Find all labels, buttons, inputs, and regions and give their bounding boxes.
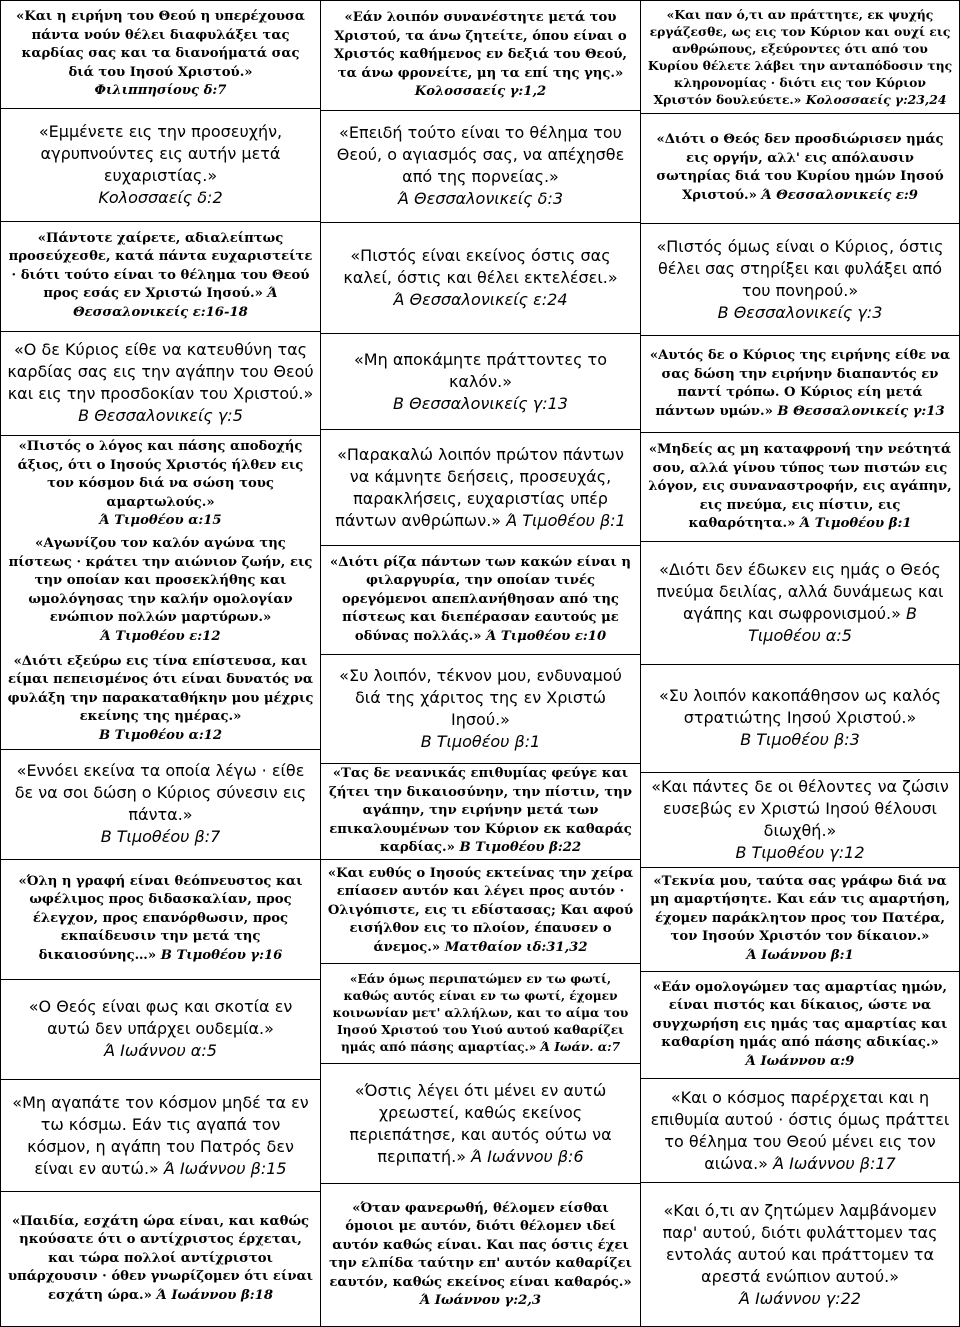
verse-text: «Τας δε νεανικάς επιθυμίας φεύγε και ζήτει την δικαιοσύνην, την πίστιν, την αγάπην, την ειρήνην μετά των επικαλουμένων τον Κύριον εκ καθαράς καρδίας.» (329, 766, 632, 855)
verse-text: «Παιδία, εσχάτη ώρα είναι, και καθώς ηκούσατε ότι ο αντίχριστος έρχεται, και τώρα πολλοί αντίχριστοι υπάρχουσιν · όθεν γνωρίζομεν ότι είναι εσχάτη ώρα.» (7, 1213, 314, 1303)
verse-reference: Β Τιμοθέου β:22 (459, 840, 582, 855)
verse-cell (321, 334, 640, 430)
verse-paragraph (327, 349, 634, 415)
verse-cell (1, 980, 320, 1081)
verse-reference: Β Θεσσαλονικείς γ:13 (777, 403, 945, 419)
verse-paragraph (647, 236, 953, 324)
verse-text: «Εάν ομολογώμεν τας αμαρτίας ημών, είναι πιστός και δίκαιος, ώστε να συγχωρήση εις ημάς τας αμαρτίας και καθαρίση ημάς από πάσης αδικίας.» (652, 979, 948, 1051)
verse-paragraph (647, 559, 953, 647)
verse-cell (1, 222, 320, 332)
verse-paragraph (327, 665, 634, 753)
verse-paragraph (327, 122, 634, 210)
verse-reference: Ά Ιωάννου α:9 (745, 1053, 855, 1069)
verse-paragraph (7, 8, 314, 101)
verse-text: «Πάντοτε χαίρετε, αδιαλείπτως προσεύχεσθε, κατά πάντα ευχαριστείτε · διότι τούτο είναι το θέλημα του Θεού προς εσάς εν Χριστώ Ιησού.» (8, 230, 313, 302)
verse-text: «Διότι δεν έδωκεν εις ημάς ο Θεός πνεύμα δειλίας, αλλά δυνάμεως και αγάπης και σωφρονισμού.» (656, 560, 944, 624)
verse-text: «Διότι ο Θεός δεν προσδιώρισεν ημάς εις οργήν, αλλ' εις απόλαυσιν σωτηρίας διά του Κυρίου ημών Ιησού Χριστού.» (656, 132, 944, 203)
verse-paragraph (647, 979, 953, 1072)
verse-text: «Εάν λοιπόν συνανέστητε μετά του Χριστού, τα άνω ζητείτε, όπου είναι ο Χριστός καθήμενος εν δεξιά του Θεού, τα άνω φρονείτε, μη τα επί της γης.» (333, 10, 627, 81)
verse-reference: Ά Ιωάννου β:6 (471, 1146, 584, 1166)
verse-text: «Διότι ρίζα πάντων των κακών είναι η φιλαργυρία, την οποίαν τινές ορεγόμενοι απεπλανήθησαν από της πίστεως και διεπέρασαν εαυτούς με οδύνας πολλάς.» (330, 554, 631, 644)
verse-paragraph (647, 347, 953, 421)
verse-cell (321, 860, 640, 964)
verse-reference: Β Τιμοθέου α:5 (748, 604, 917, 646)
verse-cell (321, 964, 640, 1065)
verse-column-2 (320, 0, 640, 1327)
verse-cell (1, 109, 320, 222)
verse-reference: Ματθαίον ιδ:31,32 (444, 939, 588, 955)
verse-cell (641, 972, 959, 1080)
verse-paragraph (7, 230, 314, 323)
verse-reference: Ά Ιωάννου α:5 (104, 1041, 217, 1061)
verse-paragraph (647, 1087, 953, 1175)
verse-text: «Τεκνία μου, ταύτα σας γράφω διά να μη αμαρτήσητε. Και εάν τις αμαρτήση, έχομεν παράκλητον προς τον Πατέρα, τον Ιησούν Χριστόν τον δίκαιον.» (650, 873, 950, 945)
verse-paragraph (647, 1200, 953, 1310)
verse-reference: Β Τιμοθέου β:3 (740, 730, 860, 750)
verse-reference: Ά Θεσσαλονικείς ε:9 (761, 187, 918, 203)
verse-cell (321, 546, 640, 655)
verse-cell (1, 1192, 320, 1326)
verse-reference: Ά Θεσσαλονικείς δ:3 (397, 189, 564, 209)
verse-cell (641, 1183, 959, 1326)
verse-paragraph (7, 996, 314, 1062)
verse-paragraph (7, 653, 314, 746)
verse-text: «Όλη η γραφή είναι θεόπνευστος και ωφέλιμος προς διδασκαλίαν, προς έλεγχον, προς επανόρθωσιν, προς εκπαίδευσιν την μετά της δικαιοσύνης…» (18, 873, 303, 963)
verse-paragraph (647, 685, 953, 751)
verse-text: «Και παν ό,τι αν πράττητε, εκ ψυχής εργάζεσθε, ως εις τον Κύριον και ουχί εις ανθρώπους, εξεύροντες ότι από του Κυρίου θέλετε λάβει την ανταπόδοσιν της κληρονομίας · διότι εις τον Κύριον Χριστόν δουλεύετε.» (647, 6, 953, 107)
verse-cell (641, 773, 959, 868)
verse-reference: Β Θεσσαλονικείς γ:3 (717, 302, 883, 322)
verse-paragraph (647, 131, 953, 205)
verse-paragraph (647, 873, 953, 966)
verse-text: «Μη αποκάμητε πράττοντες το καλόν.» (354, 349, 607, 391)
verse-cell (321, 430, 640, 546)
verse-paragraph (7, 121, 314, 209)
verse-text: «Όταν φανερωθή, θέλομεν είσθαι όμοιοι με αυτόν, διότι θέλομεν ιδεί αυτόν καθώς είναι. Και πας όστις έχει την ελπίδα ταύτην επ' αυτόν καθαρίζει εαυτόν, καθώς εκείνος είναι καθαρός.» (329, 1200, 632, 1290)
verse-reference: Β Θεσσαλονικείς γ:13 (393, 393, 568, 413)
verse-cell (641, 665, 959, 773)
verse-paragraph (647, 441, 953, 534)
verse-cell (1, 436, 320, 532)
verse-column-1 (0, 0, 320, 1327)
verse-reference: Ά Τιμοθέου β:1 (506, 510, 626, 530)
verse-reference: Ά Τιμοθέου ε:12 (100, 628, 221, 644)
verse-text: «Και ευθύς ο Ιησούς εκτείνας την χείρα επίασεν αυτόν και λέγει προς αυτόν · Ολιγόπιστε, εις τι εδίστασας; Και αφού εισήλθον εις το πλοίον, έπαυσεν ο άνεμος.» (327, 865, 634, 955)
verse-cell (641, 1, 959, 114)
verse-cell (641, 224, 959, 337)
verse-reference: Ά Θεσσαλονικείς ε:16-18 (73, 286, 278, 320)
verse-cell (641, 336, 959, 433)
verse-cell (1, 332, 320, 437)
verse-reference: Ά Ιωάννου β:17 (773, 1153, 896, 1173)
verse-text: «Πιστός ο λόγος και πάσης αποδοχής άξιος, ότι ο Ιησούς Χριστός ήλθεν εις τον κόσμον διά να σώση τους αμαρτωλούς.» (17, 439, 304, 510)
verse-reference: Ά Ιωάννου γ:2,3 (419, 1293, 542, 1309)
verse-paragraph (327, 971, 634, 1056)
verse-text: «Ο Θεός είναι φως και σκοτία εν αυτώ δεν υπάρχει ουδεμία.» (28, 997, 293, 1039)
verse-reference: Β Τιμοθέου α:12 (98, 727, 223, 743)
verse-reference: Φιλιππησίους δ:7 (94, 83, 227, 99)
verse-text: «Συ λοιπόν, τέκνον μου, ενδυναμού διά της χάριτος της εν Χριστώ Ιησού.» (339, 665, 622, 729)
verse-text: «Και πάντες δε οι θέλοντες να ζώσιν ευσεβώς εν Χριστώ Ιησού θέλουσι διωχθή.» (651, 776, 949, 840)
verse-cell (321, 1, 640, 111)
verse-reference: Ά Ιωάννου β:1 (746, 947, 854, 963)
verse-text: «Διότι εξεύρω εις τίνα επίστευσα, και είμαι πεπεισμένος ότι είναι δυνατός να φυλάξη την παρακαταθήκην μου μέχρις εκείνης της ημέρας.» (7, 653, 314, 725)
verse-text: «Μη αγαπάτε τον κόσμον μηδέ τα εν τω κόσμω. Εάν τις αγαπά τον κόσμον, η αγάπη του Πατρός δεν είναι εν αυτώ.» (12, 1092, 309, 1178)
verse-cell (321, 1184, 640, 1326)
verse-text: «Συ λοιπόν κακοπάθησον ως καλός στρατιώτης Ιησού Χριστού.» (658, 686, 942, 728)
verse-paragraph (7, 535, 314, 646)
verse-paragraph (7, 873, 314, 966)
verse-reference: Ά Τιμοθέου β:1 (799, 516, 912, 531)
verse-cell (1, 1080, 320, 1192)
verse-reference: Κολοσσαείς γ:23,24 (805, 91, 947, 107)
verse-text: «Εάν όμως περιπατώμεν εν τω φωτί, καθώς αυτός είναι εν τω φωτί, έχομεν κοινωνίαν μετ' αλλήλων, και το αίμα του Ιησού Χριστού του Υιού αυτού καθαρίζει ημάς από πάσης αμαρτίας.» (332, 971, 629, 1055)
verse-cell (641, 433, 959, 542)
verse-cell (1, 750, 320, 860)
verse-reference: Β Τιμοθέου γ:16 (160, 947, 283, 963)
verse-paragraph (7, 760, 314, 848)
verse-cell (1, 649, 320, 750)
verse-paragraph (327, 865, 634, 958)
verse-text: «Εννόει εκείνα τα οποία λέγω · είθε δε να σοι δώση ο Κύριος σύνεσιν εις πάντα.» (14, 761, 307, 825)
verse-cell (1, 1, 320, 109)
verse-cell (321, 111, 640, 223)
verse-reference: Ά Θεσσαλονικείς ε:24 (393, 290, 568, 310)
verse-reference: Ά Ιωάννου γ:22 (739, 1288, 861, 1308)
verse-paragraph (327, 554, 634, 647)
verse-paragraph (647, 6, 953, 108)
verse-text: «Αυτός δε ο Κύριος της ειρήνης είθε να σας δώση την ειρήνην διαπαντός εν παντί τρόπω. Ο Κύριος είη μετά πάντων υμών.» (649, 348, 951, 419)
verse-reference: Β Τιμοθέου γ:12 (735, 842, 865, 862)
verse-text: «Και ο κόσμος παρέρχεται και η επιθυμία αυτού · όστις όμως πράττει το θέλημα του Θεού μένει εις τον αιώνα.» (650, 1087, 950, 1173)
verse-cell (641, 1079, 959, 1183)
verse-cell (321, 1064, 640, 1184)
verse-paragraph (327, 1200, 634, 1311)
verse-text: «Και ό,τι αν ζητώμεν λαμβάνομεν παρ' αυτού, διότι φυλάττομεν τας εντολάς αυτού και πράττομεν τα αρεστά ενώπιον αυτού.» (662, 1200, 938, 1286)
verse-column-3 (640, 0, 960, 1327)
verse-cell (321, 764, 640, 860)
verse-text: «Μηδείς ας μη καταφρονή την νεότητά σου, αλλά γίνου τύπος των πιστών εις λόγον, εις συναναστροφήν, εις αγάπην, εις πνεύμα, εις πίστιν, εις καθαρότητα.» (648, 442, 952, 531)
verse-cell (1, 860, 320, 980)
verse-reference: Β Τιμοθέου β:7 (100, 827, 221, 847)
verse-cell (1, 532, 320, 649)
verse-reference: Β Τιμοθέου β:1 (420, 731, 541, 751)
verse-text: «Όστις λέγει ότι μένει εν αυτώ χρεωστεί, καθώς εκείνος περιεπάτησε, και αυτός ούτω να περιπατή.» (349, 1080, 612, 1166)
verse-paragraph (327, 9, 634, 102)
verse-cell (641, 542, 959, 665)
verse-text: «Επειδή τούτο είναι το θέλημα του Θεού, ο αγιασμός σας, να απέχησθε από της πορνείας.» (336, 123, 625, 187)
verse-text: «Παρακαλώ λοιπόν πρώτον πάντων να κάμνητε δεήσεις, προσευχάς, παρακλήσεις, ευχαριστίας υπέρ πάντων ανθρώπων.» (335, 444, 624, 530)
verse-reference: Ά Ιωάν. α:7 (540, 1040, 621, 1055)
verse-cell (321, 655, 640, 764)
verse-cell (641, 868, 959, 972)
verse-reference: Κολοσσαείς δ:2 (98, 187, 223, 207)
verse-cell (641, 114, 959, 224)
verse-paragraph (327, 444, 634, 532)
verse-reference: Β Θεσσαλονικείς γ:5 (78, 406, 243, 426)
verse-reference: Ά Ιωάννου β:18 (156, 1287, 274, 1303)
verse-text: «Πιστός όμως είναι ο Κύριος, όστις θέλει σας στηρίξει και φυλάξει από του πονηρού.» (656, 236, 944, 300)
verse-paragraph (7, 1213, 314, 1306)
verse-text: «Ο δε Κύριος είθε να κατευθύνη τας καρδίας σας εις την αγάπην του Θεού και εις την προσδοκίαν του Χριστού.» (7, 340, 314, 404)
verse-text: «Εμμένετε εις την προσευχήν, αγρυπνούντες εις αυτήν μετά ευχαριστίας.» (38, 121, 283, 185)
verse-paragraph (327, 765, 634, 858)
verse-cell (321, 223, 640, 335)
verse-reference: Ά Ιωάννου β:15 (163, 1158, 287, 1178)
verse-reference: Ά Τιμοθέου α:15 (99, 513, 222, 529)
verse-paragraph (647, 776, 953, 864)
verse-text: «Αγωνίζου τον καλόν αγώνα της πίστεως · κράτει την αιώνιον ζωήν, εις την οποίαν και προσεκλήθης και ωμολόγησας την καλήν ομολογίαν ενώπιον πολλών μαρτύρων.» (8, 536, 313, 626)
verse-paragraph (327, 245, 634, 311)
verse-paragraph (327, 1080, 634, 1168)
verse-paragraph (7, 339, 314, 427)
verse-text: «Πιστός είναι εκείνος όστις σας καλεί, όστις και θέλει εκτελέσει.» (343, 246, 618, 288)
verse-text: «Και η ειρήνη του Θεού η υπερέχουσα πάντα νούν θέλει διαφυλάξει τας καρδίας σας και τα διανοήματά σας διά του Ιησού Χριστού.» (16, 9, 305, 80)
verse-paragraph (7, 1092, 314, 1180)
verse-reference: Ά Τιμοθέου ε:10 (486, 628, 607, 644)
verse-paragraph (7, 438, 314, 531)
verse-reference: Κολοσσαείς γ:1,2 (414, 84, 547, 100)
